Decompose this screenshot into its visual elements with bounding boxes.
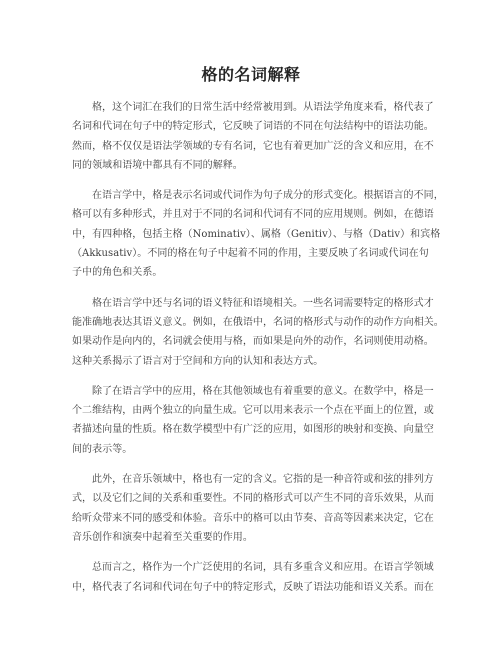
text-line: 同的领域和语境中都具有不同的解释。 [72,159,243,171]
text-line: 在语言学中，格是表示名词或代词作为句子成分的形式变化。根据语言的不同， [92,190,444,202]
text-line: 子中的角色和关系。 [72,267,163,279]
text-line: 格可以有多种形式，并且对于不同的名词和代词有不同的应用规则。例如，在德语 [72,209,434,221]
text-line: 式，以及它们之间的关系和重要性。不同的格形式可以产生不同的音乐效果，从而 [72,493,434,505]
text-line: 这种关系揭示了语言对于空间和方向的认知和表达方式。 [72,355,324,367]
text-line: 能准确地表达其语义意义。例如，在俄语中，名词的格形式与动作的动作方向相关。 [72,316,444,328]
text-line: 音乐创作和演奏中起着至关重要的作用。 [72,531,253,543]
paragraph [72,186,444,282]
paragraph [72,294,444,371]
document-title: 格的名词解释 [201,65,301,84]
text-line: 名词和代词在句子中的特定形式，它反映了词语的不同在句法结构中的语法功能。 [72,121,434,133]
paragraph [72,98,432,175]
text-line: 个二维结构，由两个独立的向量生成。它可以用来表示一个点在平面上的位置，或 [72,405,434,417]
text-line: 者描述向量的性质。格在数学模型中有广泛的应用，如图形的映射和变换、向量空 [72,424,434,436]
paragraph [72,470,432,547]
text-line: 如果动作是向内的，名词就会使用与格，而如果是向外的动作，名词则使用动格。 [72,336,434,348]
text-line: 此外，在音乐领域中，格也有一定的含义。它指的是一种音符或和弦的排列方 [92,474,434,486]
text-line: 间的表示等。 [72,443,133,455]
text-line: 中，有四种格，包括主格（Nominativ）、属格（Genitiv）、与格（Dativ）和宾格 [72,228,441,240]
paragraph [72,382,432,459]
document-body [72,98,444,608]
text-line: 格在语言学中还与名词的语义特征和语境相关。一些名词需要特定的格形式才 [92,297,434,309]
text-line: 给听众带来不同的感受和体验。音乐中的格可以由节奏、音高等因素来决定，它在 [72,512,434,524]
text-line: （Akkusativ）。不同的格在句子中起着不同的作用，主要反映了名词或代词在句 [72,248,429,260]
text-line: 总而言之，格作为一个广泛使用的名词，具有多重含义和应用。在语言学领域 [92,562,434,574]
paragraph [72,558,432,597]
text-line: 然而，格不仅仅是语法学领域的专有名词，它也有着更加广泛的含义和应用，在不 [72,140,434,152]
text-line: 中，格代表了名词和代词在句子中的特定形式，反映了语法功能和语义关系。而在 [72,581,434,593]
text-line: 除了在语言学中的应用，格在其他领域也有着重要的意义。在数学中，格是一 [92,385,434,397]
text-line: 格，这个词汇在我们的日常生活中经常被用到。从语法学角度来看，格代表了 [92,102,434,113]
